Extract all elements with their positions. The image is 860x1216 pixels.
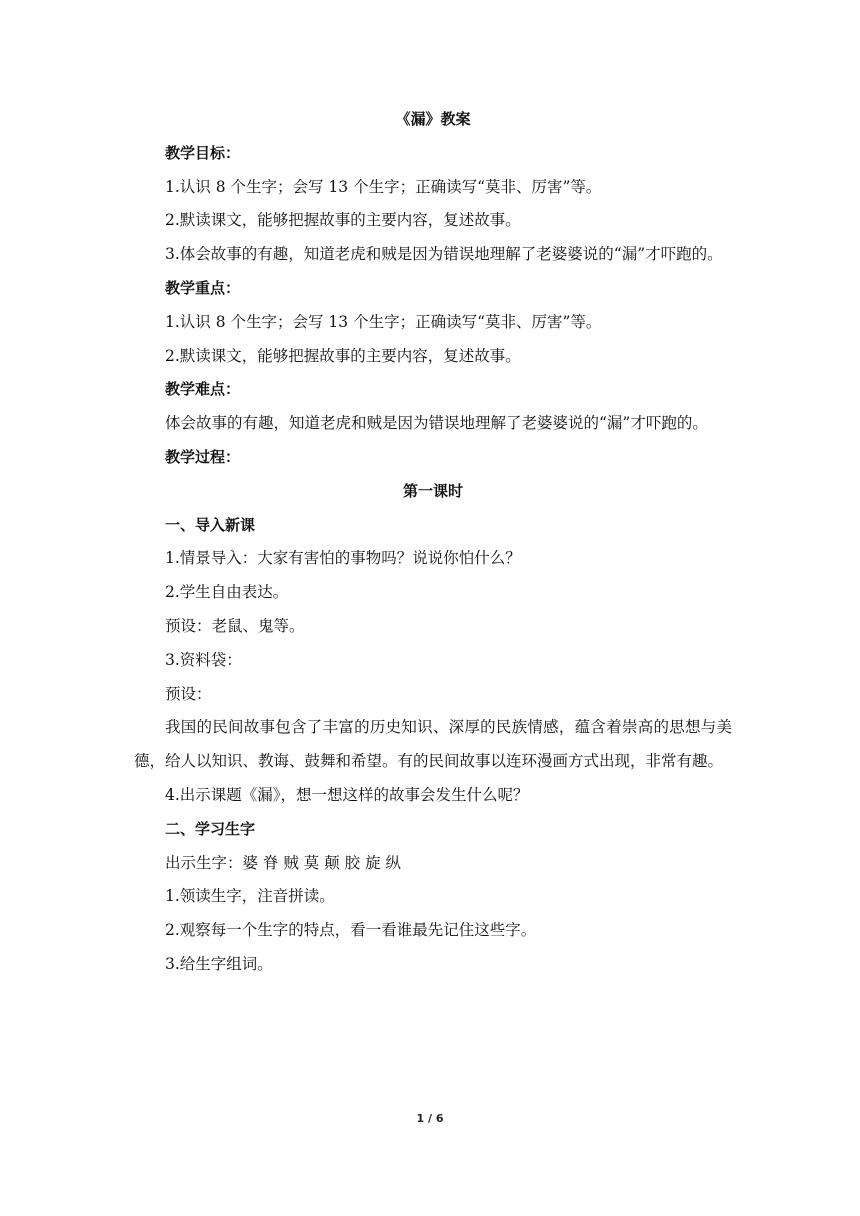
intro-item: 1.情景导入：大家有害怕的事物吗？说说你怕什么？	[165, 549, 521, 568]
intro-item: 预设：	[165, 684, 212, 703]
section-heading-keypoints: 教学重点：	[165, 278, 241, 297]
keypoint-item: 2.默读课文，能够把握故事的主要内容，复述故事。	[165, 346, 521, 365]
objective-item: 3.体会故事的有趣，知道老虎和贼是因为错误地理解了老婆婆说的“漏”才吓跑的。	[165, 245, 723, 264]
characters-item: 出示生字：婆 脊 贼 莫 颠 胶 旋 纵	[165, 853, 401, 872]
characters-item: 2.观察每一个生字的特点，看一看谁最先记住这些字。	[165, 921, 537, 940]
document-title: 《漏》教案	[395, 110, 471, 128]
section-heading-process: 教学过程：	[165, 447, 241, 466]
intro-item: 3.资料袋：	[165, 650, 242, 669]
section-heading-difficulty: 教学难点：	[165, 380, 241, 399]
intro-item: 预设：老鼠、鬼等。	[165, 616, 305, 635]
intro-item: 4.出示课题《漏》，想一想这样的故事会发生什么呢？	[165, 785, 529, 804]
lesson-title: 第一课时	[402, 481, 463, 500]
part-heading-characters: 二、学习生字	[165, 819, 256, 838]
objective-item: 1.认识 8 个生字；会写 13 个生字；正确读写“莫非、厉害”等。	[165, 177, 602, 196]
difficulty-paragraph: 体会故事的有趣，知道老虎和贼是因为错误地理解了老婆婆说的“漏”才吓跑的。	[165, 414, 708, 433]
objective-item: 2.默读课文，能够把握故事的主要内容，复述故事。	[165, 211, 521, 230]
intro-item: 2.学生自由表达。	[165, 583, 289, 602]
page-number: 1 / 6	[416, 1112, 444, 1125]
characters-item: 1.领读生字，注音拼读。	[165, 887, 335, 906]
characters-item: 3.给生字组词。	[165, 954, 273, 973]
part-heading-intro: 一、导入新课	[165, 515, 256, 534]
document-body	[134, 103, 732, 982]
keypoint-item: 1.认识 8 个生字；会写 13 个生字；正确读写“莫非、厉害”等。	[165, 312, 602, 331]
section-heading-objectives: 教学目标：	[165, 143, 241, 162]
folk-story-paragraph: 我国的民间故事包含了丰富的历史知识、深厚的民族情感，蕴含着崇高的思想与美德，给人以知识、教诲、鼓舞和希望。有的民间故事以连环漫画方式出现，非常有趣。	[134, 718, 732, 771]
